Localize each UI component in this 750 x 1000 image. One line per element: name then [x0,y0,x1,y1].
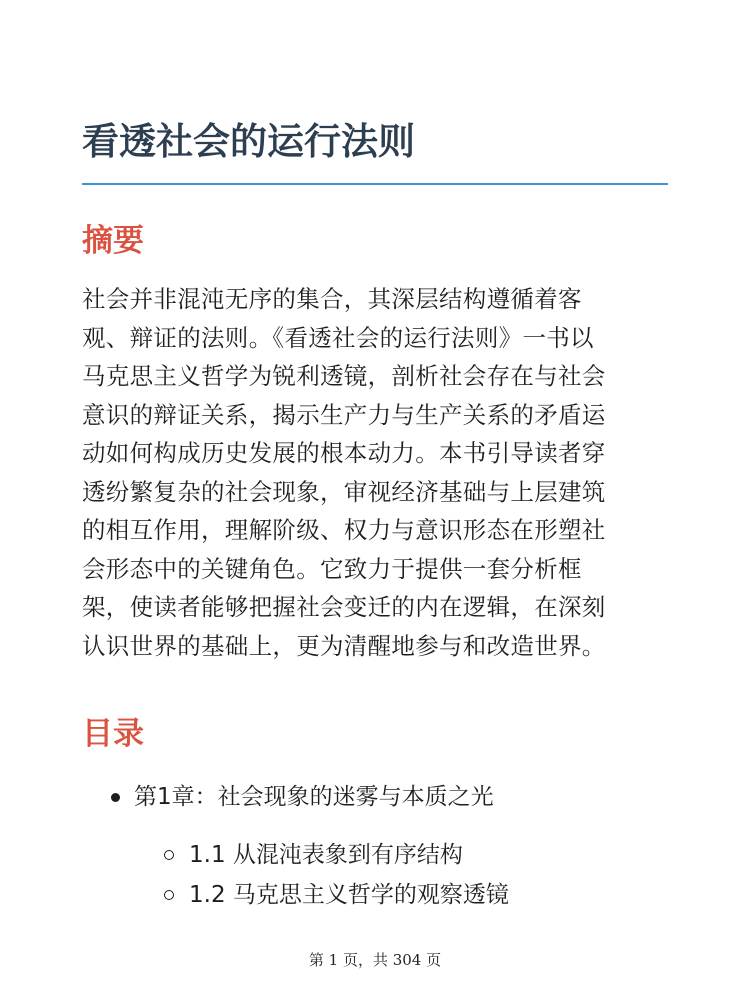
toc-item-section-1-2[interactable] [189,876,509,914]
toc-item-label: 第1章：社会现象的迷雾与本质之光 [134,784,494,810]
toc-item-label: 1.2 马克思主义哲学的观察透镜 [189,882,509,908]
abstract-line: 意识的辩证关系，揭示生产力与生产关系的矛盾运 [82,400,606,429]
title-divider [82,183,668,185]
abstract-line: 架，使读者能够把握社会变迁的内在逻辑，在深刻 [82,593,606,621]
page-footer: 第 1 页，共 304 页 [308,951,442,969]
abstract-line: 透纷繁复杂的社会现象，审视经济基础与上层建筑 [82,477,606,506]
abstract-line: 的相互作用，理解阶级、权力与意识形态在形塑社 [82,516,606,544]
toc-item-chapter-1[interactable] [134,778,494,816]
abstract-line: 动如何构成历史发展的根本动力。本书引导读者穿 [82,439,606,467]
abstract-line: 会形态中的关键角色。它致力于提供一套分析框 [82,554,582,583]
document-title: 看透社会的运行法则 [82,120,415,163]
bullet-circle-icon [164,890,174,900]
abstract-line: 马克思主义哲学为锐利透镜，剖析社会存在与社会 [82,362,606,390]
abstract-paragraph [82,280,682,665]
bullet-circle-icon [164,850,174,860]
toc-item-section-1-1[interactable] [189,836,463,874]
abstract-line: 观、辩证的法则。《看透社会的运行法则》一书以 [82,323,594,352]
abstract-heading: 摘要 [82,223,144,259]
abstract-line: 认识世界的基础上，更为清醒地参与和改造世界。 [82,631,606,660]
bullet-disc-icon [111,793,120,802]
abstract-line: 社会并非混沌无序的集合，其深层结构遵循着客 [82,285,582,313]
toc-heading: 目录 [82,716,144,752]
toc-item-label: 1.1 从混沌表象到有序结构 [189,842,463,868]
